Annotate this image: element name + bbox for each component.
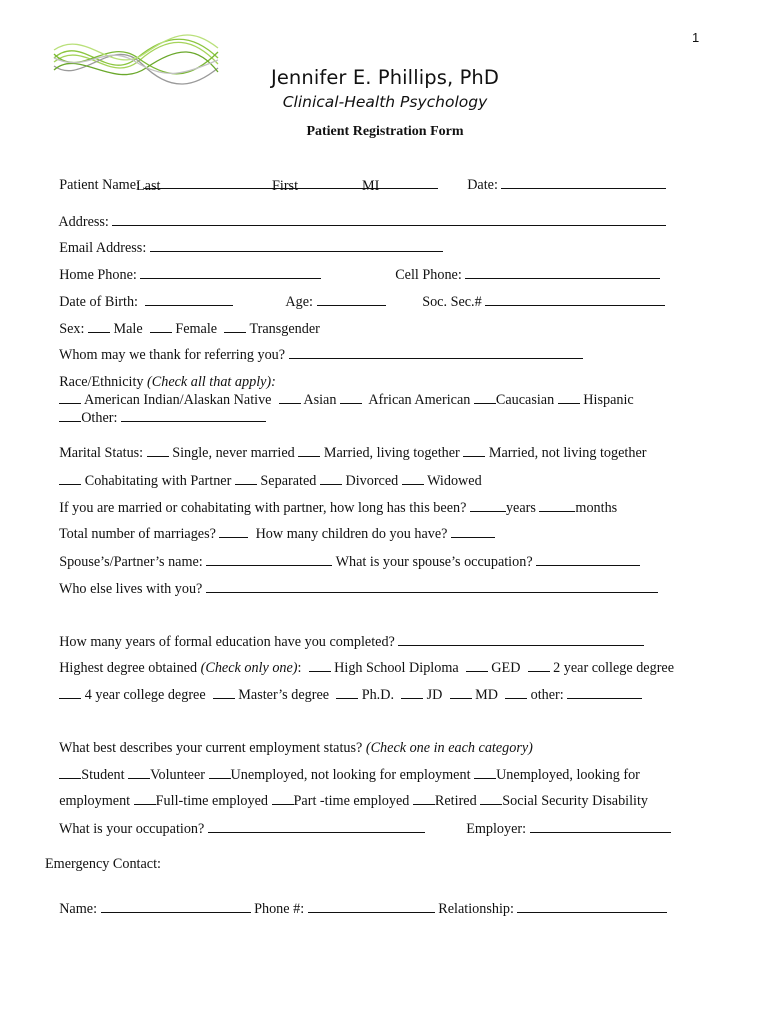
widowed-label: Widowed [427,473,482,489]
md-label: MD [475,687,498,703]
degree-row: Highest degree obtained (Check only one): High School Diploma GED 2 year college degree [59,660,675,676]
months-field[interactable] [539,499,575,512]
hs-diploma-label: High School Diploma [334,660,459,676]
emergency-heading: Emergency Contact: [45,856,161,872]
female-label: Female [175,321,218,337]
phd-label: Ph.D. [361,687,395,703]
caucasian-label: Caucasian [495,392,555,408]
check-only-one-note: (Check only one) [200,660,298,676]
married-together-label: Married, living together [323,445,460,461]
volunteer-label: Volunteer [150,767,205,783]
ssn-row [408,275,665,329]
degree-other-checkbox[interactable] [505,686,527,699]
email-label: Email Address: [59,240,147,256]
psychologist-name: Jennifer E. Phillips, PhD [270,66,500,89]
divorced-label: Divorced [345,473,399,489]
date-field[interactable] [501,176,666,189]
race-note: (Check all that apply): [147,374,276,390]
education-label: How many years of formal education have you completed? [59,634,395,650]
transgender-label: Transgender [249,321,320,337]
degree-row-2 [45,668,642,722]
address-label: Address: [58,214,109,230]
unemployed-looking-label: Unemployed, looking for [496,767,640,783]
who-else-label: Who else lives with you? [58,581,203,597]
american-indian-label: American Indian/Alaskan Native [83,392,272,408]
married-not-label: Married, not living together [488,445,647,461]
hispanic-label: Hispanic [583,392,634,408]
practice-subtitle: Clinical-Health Psychology [282,93,488,111]
who-else-field[interactable] [206,580,658,593]
jd-label: JD [426,687,443,703]
last-caption: Last [136,178,161,194]
employer-label: Employer: [466,821,527,837]
ec-name-field[interactable] [101,900,251,913]
ec-relationship-field[interactable] [517,900,667,913]
masters-checkbox[interactable] [213,686,235,699]
african-american-checkbox[interactable] [340,391,362,404]
degree-other-field[interactable] [567,686,642,699]
how-long-label: If you are married or cohabitating with partner, how long has this been? [59,500,467,516]
ged-label: GED [491,660,521,676]
race-other-checkbox[interactable] [59,409,81,422]
age-field[interactable] [317,293,386,306]
part-time-label: Part -time employed [293,793,410,809]
four-year-checkbox[interactable] [59,686,81,699]
marital-label: Marital Status: [59,445,144,461]
full-time-label: Full-time employed [155,793,268,809]
race-label: Race/Ethnicity [59,374,144,390]
spouse-name-label: Spouse’s/Partner’s name: [59,554,203,570]
patient-name-label: Patient Name: [59,177,140,193]
mi-caption: MI [362,178,380,194]
page-number: 1 [692,30,700,45]
occupation-label: What is your occupation? [58,821,205,837]
highest-degree-label: Highest degree obtained [59,660,198,676]
employment-word: employment [59,793,131,809]
cohabitating-label: Cohabitating with Partner [84,473,232,489]
total-marriages-label: Total number of marriages? [58,526,216,542]
spouse-occupation-label: What is your spouse’s occupation? [335,554,533,570]
jd-checkbox[interactable] [401,686,423,699]
who-else-row [45,562,658,616]
first-caption: First [272,178,299,194]
degree-other-label: other: [530,687,564,703]
retired-label: Retired [434,793,477,809]
employer-field[interactable] [530,820,671,833]
occupation-row [45,802,425,856]
masters-label: Master’s degree [238,687,330,703]
hispanic-checkbox[interactable] [558,391,580,404]
dob-label: Date of Birth: [59,294,138,310]
ec-relationship-label: Relationship: [438,901,514,917]
employer-row [452,802,671,856]
ec-phone-field[interactable] [308,900,435,913]
cell-phone-label: Cell Phone: [395,267,462,283]
two-year-label: 2 year college degree [553,660,675,676]
age-label: Age: [285,294,313,310]
emergency-row [45,882,667,936]
form-title: Patient Registration Form [306,124,464,139]
separated-label: Separated [260,473,317,489]
check-each-note: (Check one in each category) [365,740,533,756]
asian-label: Asian [303,392,337,408]
student-label: Student [81,767,125,783]
caucasian-checkbox[interactable] [474,391,496,404]
phd-checkbox[interactable] [336,686,358,699]
ec-phone-label: Phone #: [254,901,305,917]
months-label: months [575,500,618,516]
male-label: Male [113,321,143,337]
years-label: years [505,500,536,516]
asian-checkbox[interactable] [279,391,301,404]
sex-label: Sex: [59,321,85,337]
single-label: Single, never married [172,445,295,461]
unemployed-not-label: Unemployed, not looking for employment [230,767,471,783]
african-american-label: African American [368,392,471,408]
ssn-label: Soc. Sec.# [422,294,482,310]
referral-field[interactable] [289,346,583,359]
md-checkbox[interactable] [450,686,472,699]
home-phone-label: Home Phone: [59,267,137,283]
employment-question-label: What best describes your current employment status? [58,740,363,756]
ec-name-label: Name: [59,901,98,917]
four-year-label: 4 year college degree [84,687,206,703]
race-other-label: Other: [81,410,118,426]
occupation-field[interactable] [208,820,425,833]
ssn-field[interactable] [485,293,665,306]
referral-label: Whom may we thank for referring you? [58,347,286,363]
date-label: Date: [467,177,498,193]
race-other-field[interactable] [121,409,266,422]
ssd-label: Social Security Disability [502,793,649,809]
children-label: How many children do you have? [255,526,448,542]
